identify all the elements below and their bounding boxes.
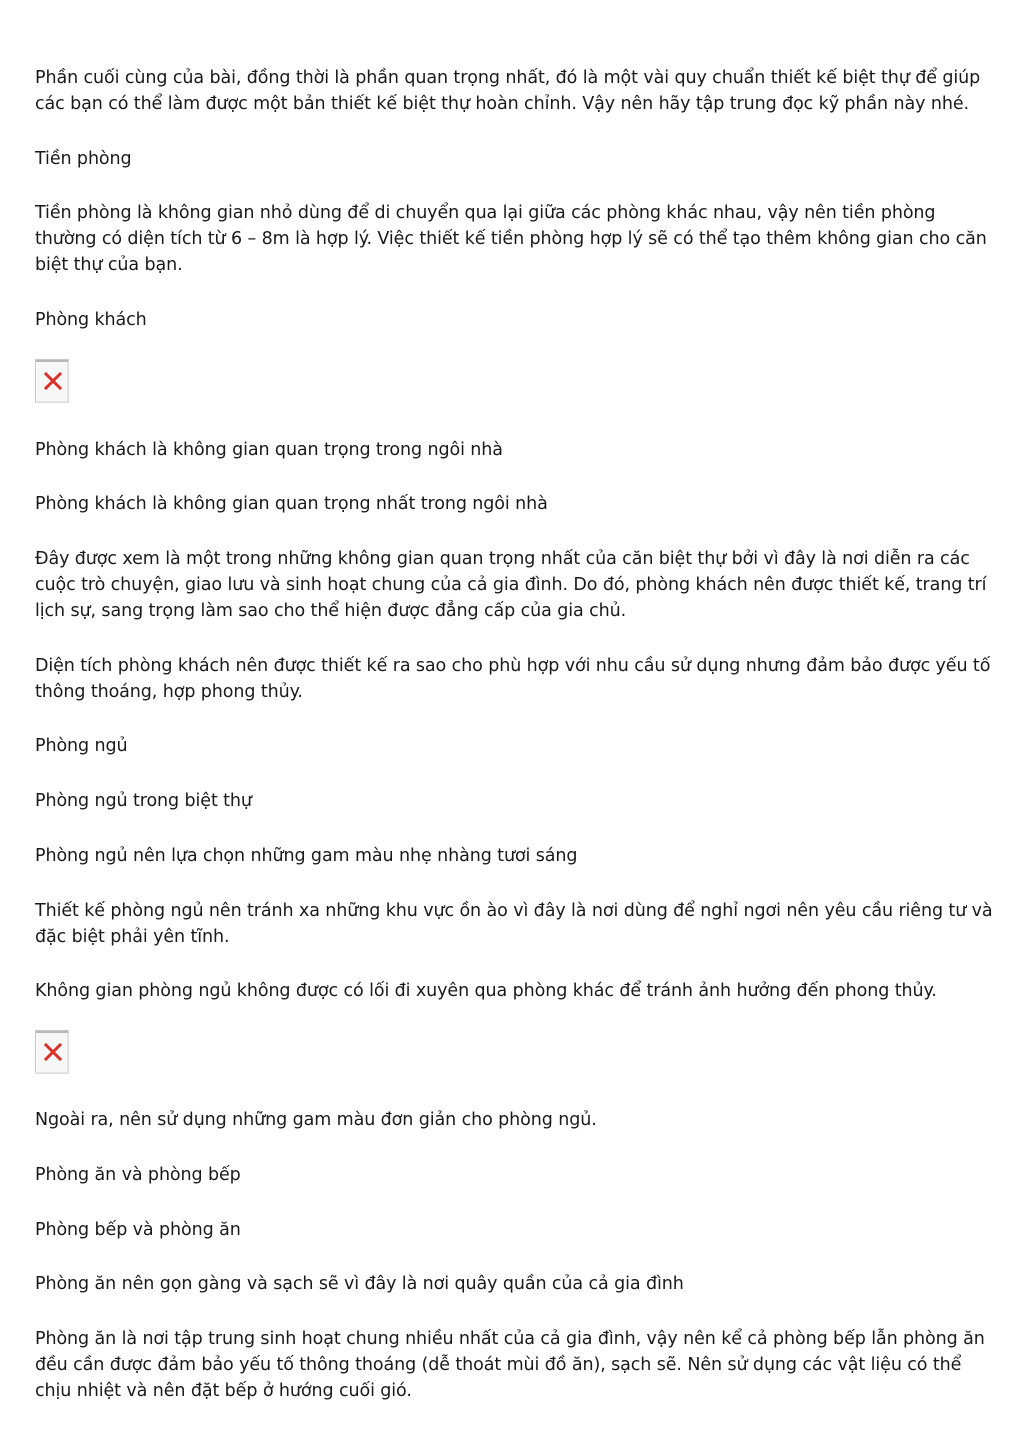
broken-image-placeholder bbox=[35, 1030, 69, 1074]
paragraph-phong-an: Phòng ăn là nơi tập trung sinh hoạt chung nhiều nhất của cả gia đình, vậy nên kể cả phòng bếp lẫn phòng ăn đều cần được đảm bảo yếu tố thông thoáng (dễ thoát mùi đồ ăn), sạch sẽ. Nên sử dụng các vật liệu có thể chịu nhiệt và nên đặt bếp ở hướng cuối gió. bbox=[35, 1329, 985, 1401]
caption-phong-bep-1: Phòng bếp và phòng ăn bbox=[35, 1220, 241, 1240]
broken-image-icon bbox=[44, 1043, 62, 1061]
caption-phong-ngu-2: Phòng ngủ nên lựa chọn những gam màu nhẹ nhàng tươi sáng bbox=[35, 846, 578, 866]
paragraph-phong-ngu-3: Ngoài ra, nên sử dụng những gam màu đơn giản cho phòng ngủ. bbox=[35, 1110, 597, 1130]
paragraph-phong-ngu-1: Thiết kế phòng ngủ nên tránh xa những khu vực ồn ào vì đây là nơi dùng để nghỉ ngơi nên yêu cầu riêng tư và đặc biệt phải yên tĩnh. bbox=[35, 901, 993, 947]
paragraph-phong-ngu-2: Không gian phòng ngủ không được có lối đi xuyên qua phòng khác để tránh ảnh hưởng đến phong thủy. bbox=[35, 981, 937, 1001]
broken-image-placeholder bbox=[35, 359, 69, 403]
caption-phong-an-2: Phòng ăn nên gọn gàng và sạch sẽ vì đây là nơi quây quần của cả gia đình bbox=[35, 1274, 684, 1294]
paragraph-tien-phong: Tiền phòng là không gian nhỏ dùng để di chuyển qua lại giữa các phòng khác nhau, vậy nên tiền phòng thường có diện tích từ 6 – 8m là hợp lý. Việc thiết kế tiền phòng hợp lý sẽ có thể tạo thêm không gian cho căn biệt thự của bạn. bbox=[35, 203, 987, 275]
paragraph-intro: Phần cuối cùng của bài, đồng thời là phần quan trọng nhất, đó là một vài quy chuẩn thiết kế biệt thự để giúp các bạn có thể làm được một bản thiết kế biệt thự hoàn chỉnh. Vậy nên hãy tập trung đọc kỹ phần này nhé. bbox=[35, 68, 981, 114]
heading-tien-phong: Tiền phòng bbox=[35, 149, 132, 169]
caption-phong-khach-2: Phòng khách là không gian quan trọng nhất trong ngôi nhà bbox=[35, 494, 548, 514]
caption-phong-ngu-1: Phòng ngủ trong biệt thự bbox=[35, 791, 252, 811]
caption-phong-khach-1: Phòng khách là không gian quan trọng trong ngôi nhà bbox=[35, 440, 503, 460]
heading-phong-ngu: Phòng ngủ bbox=[35, 736, 128, 756]
heading-phong-khach: Phòng khách bbox=[35, 310, 147, 330]
broken-image-icon bbox=[44, 372, 62, 390]
paragraph-phong-khach-1: Đây được xem là một trong những không gian quan trọng nhất của căn biệt thự bởi vì đây là nơi diễn ra các cuộc trò chuyện, giao lưu và sinh hoạt chung của cả gia đình. Do đó, phòng khách nên được thiết kế, trang trí lịch sự, sang trọng làm sao cho thể hiện được đẳng cấp của gia chủ. bbox=[35, 549, 987, 621]
heading-phong-an-bep: Phòng ăn và phòng bếp bbox=[35, 1165, 241, 1185]
paragraph-phong-khach-2: Diện tích phòng khách nên được thiết kế ra sao cho phù hợp với nhu cầu sử dụng nhưng đảm bảo được yếu tố thông thoáng, hợp phong thủy. bbox=[35, 656, 991, 702]
